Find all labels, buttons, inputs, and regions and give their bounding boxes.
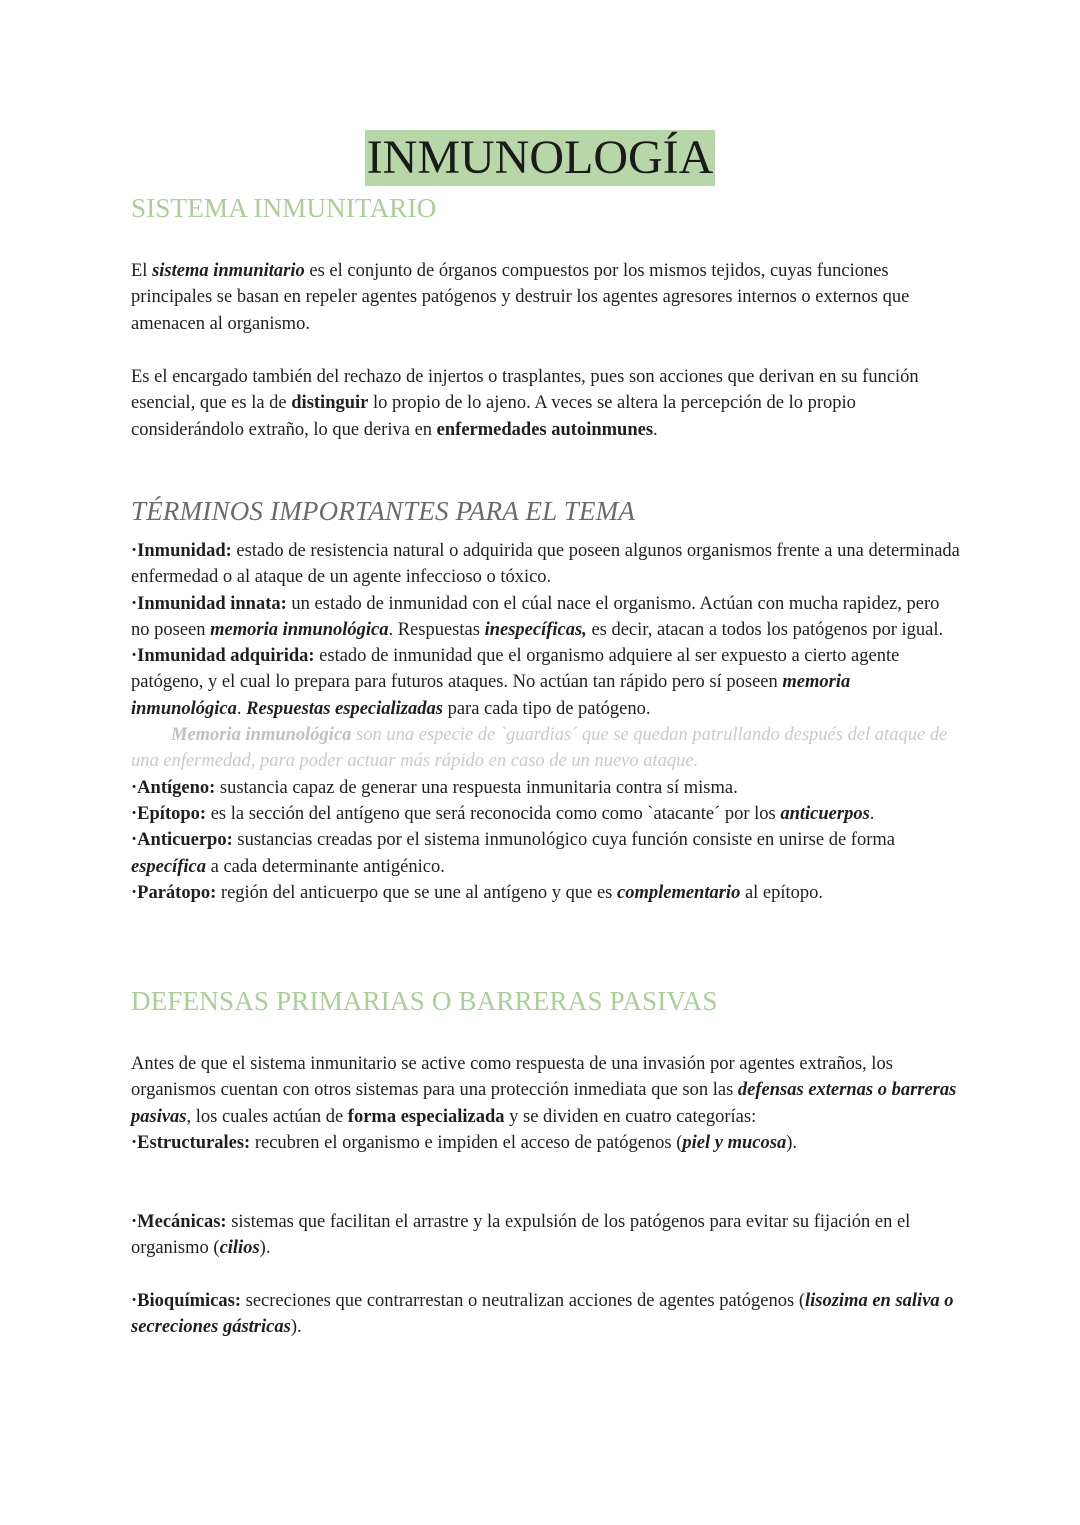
- text: El: [131, 261, 153, 281]
- keyword: específica: [131, 856, 206, 877]
- term-text: a cada determinante antigénico.: [206, 856, 445, 877]
- term-text: ).: [786, 1132, 797, 1153]
- term-label: ·Inmunidad:: [131, 541, 232, 561]
- term-inmunidad-innata: [131, 591, 961, 644]
- term-text: un estado de inmunidad con el cúal nace el organismo. Actúan con mucha rapidez, pero no poseen: [131, 593, 940, 640]
- term-label: ·Mecánicas:: [131, 1212, 227, 1232]
- term-label: ·Inmunidad adquirida:: [131, 646, 315, 667]
- term-text: al epítopo.: [740, 882, 824, 903]
- term-text: recubren el organismo e impiden el acceso de patógenos (: [250, 1132, 683, 1153]
- heading-sistema-inmunitario: SISTEMA INMUNITARIO: [131, 193, 437, 223]
- keyword: enfermedades autoinmunes: [436, 419, 654, 440]
- term-inmunidad: [131, 538, 961, 591]
- text: Es el encargado también del rechazo de injertos o trasplantes, pues son acciones que derivan en su función esencial, que es la de: [131, 367, 919, 414]
- keyword: cilios: [219, 1238, 260, 1259]
- term-text: ).: [290, 1317, 302, 1338]
- term-text: .: [236, 698, 247, 719]
- term-label: ·Parátopo:: [131, 882, 217, 903]
- title-container: [0, 130, 1080, 186]
- term-text: región del anticuerpo que se une al antígeno y que es: [216, 882, 617, 903]
- document-title: INMUNOLOGÍA: [366, 131, 714, 184]
- keyword: inespecíficas,: [484, 619, 587, 640]
- term-text: sustancia capaz de generar una respuesta inmunitaria contra sí misma.: [215, 777, 738, 798]
- term-anticuerpo: [131, 827, 961, 880]
- heading-defensas-primarias: DEFENSAS PRIMARIAS O BARRERAS PASIVAS: [131, 986, 718, 1016]
- term-text: .: [869, 803, 875, 824]
- barrier-bioquimicas: [131, 1288, 961, 1341]
- keyword: Respuestas especializadas: [246, 698, 443, 719]
- barrier-estructurales: [131, 1130, 961, 1156]
- heading-terminos: TÉRMINOS IMPORTANTES PARA EL TEMA: [131, 496, 636, 526]
- keyword: anticuerpos: [780, 803, 870, 824]
- term-label: ·Estructurales:: [131, 1132, 251, 1153]
- term-paratopo: [131, 880, 961, 906]
- note-label: Memoria inmunológica: [171, 725, 352, 746]
- keyword: defensas externas o barreras pasivas: [131, 1080, 957, 1127]
- term-text: es decir, atacan a todos los patógenos por igual.: [586, 619, 944, 640]
- keyword: memoria inmunológica: [210, 619, 389, 640]
- term-antigeno: [131, 775, 961, 801]
- term-text: estado de inmunidad que el organismo adquiere al ser expuesto a cierto agente patógeno, y el cual lo prepara para futuros ataques. No actúan tan rápido pero sí poseen: [131, 646, 900, 693]
- text: es el conjunto de órganos compuestos por los mismos tejidos, cuyas funciones principales se basan en repeler agentes patógenos y destruir los agentes agresores internos o externos que amenacen al organismo.: [131, 261, 910, 334]
- term-text: sistemas que facilitan el arrastre y la expulsión de los patógenos para evitar su fijación en el organismo (: [131, 1212, 911, 1259]
- term-text: para cada tipo de patógeno.: [442, 698, 651, 719]
- term-text: es la sección del antígeno que será reconocida como como `atacante´ por los: [206, 803, 781, 824]
- term-epitopo: [131, 801, 961, 827]
- keyword: sistema inmunitario: [152, 261, 305, 281]
- paragraph-definition: [131, 258, 961, 337]
- text: .: [653, 419, 658, 440]
- term-label: ·Anticuerpo:: [131, 830, 233, 851]
- paragraph-defensas-intro: [131, 1051, 961, 1156]
- term-text: estado de resistencia natural o adquirida que poseen algunos organismos frente a una determinada enfermedad o al ataque de un agente infeccioso o tóxico.: [131, 541, 960, 588]
- keyword: distinguir: [291, 393, 369, 414]
- barrier-mecanicas: [131, 1209, 961, 1262]
- note-memoria-inmunologica: [131, 722, 961, 775]
- text: lo propio de lo ajeno. A veces se altera la percepción de lo propio considerándolo extraño, lo que deriva en: [131, 393, 856, 440]
- terms-list: [131, 538, 961, 906]
- term-label: ·Inmunidad innata:: [131, 593, 287, 614]
- term-text: . Respuestas: [388, 619, 485, 640]
- keyword: lisozima en saliva o secreciones gástricas: [131, 1291, 954, 1338]
- term-label: ·Epítopo:: [131, 803, 207, 824]
- term-text: sustancias creadas por el sistema inmunológico cuya función consiste en unirse de forma: [232, 830, 895, 851]
- term-text: secreciones que contrarrestan o neutralizan acciones de agentes patógenos (: [241, 1291, 805, 1311]
- note-text: son una especie de `guardias´ que se quedan patrullando después del ataque de una enfermedad, para poder actuar más rápido en caso de un nuevo ataque.: [131, 725, 948, 772]
- term-label: ·Bioquímicas:: [131, 1291, 241, 1311]
- keyword: complementario: [617, 882, 741, 903]
- keyword: memoria inmunológica: [131, 672, 851, 719]
- text: , los cuales actúan de: [186, 1106, 348, 1127]
- text: Antes de que el sistema inmunitario se active como respuesta de una invasión por agentes extraños, los organismos cuentan con otros sistemas para una protección inmediata que son las: [131, 1054, 893, 1101]
- keyword: piel y mucosa: [682, 1132, 787, 1153]
- term-inmunidad-adquirida: [131, 643, 961, 722]
- keyword: forma especializada: [347, 1106, 505, 1127]
- text: y se dividen en cuatro categorías:: [504, 1106, 757, 1127]
- paragraph-function: [131, 364, 961, 443]
- term-label: ·Antígeno:: [131, 777, 216, 798]
- term-text: ).: [259, 1238, 271, 1259]
